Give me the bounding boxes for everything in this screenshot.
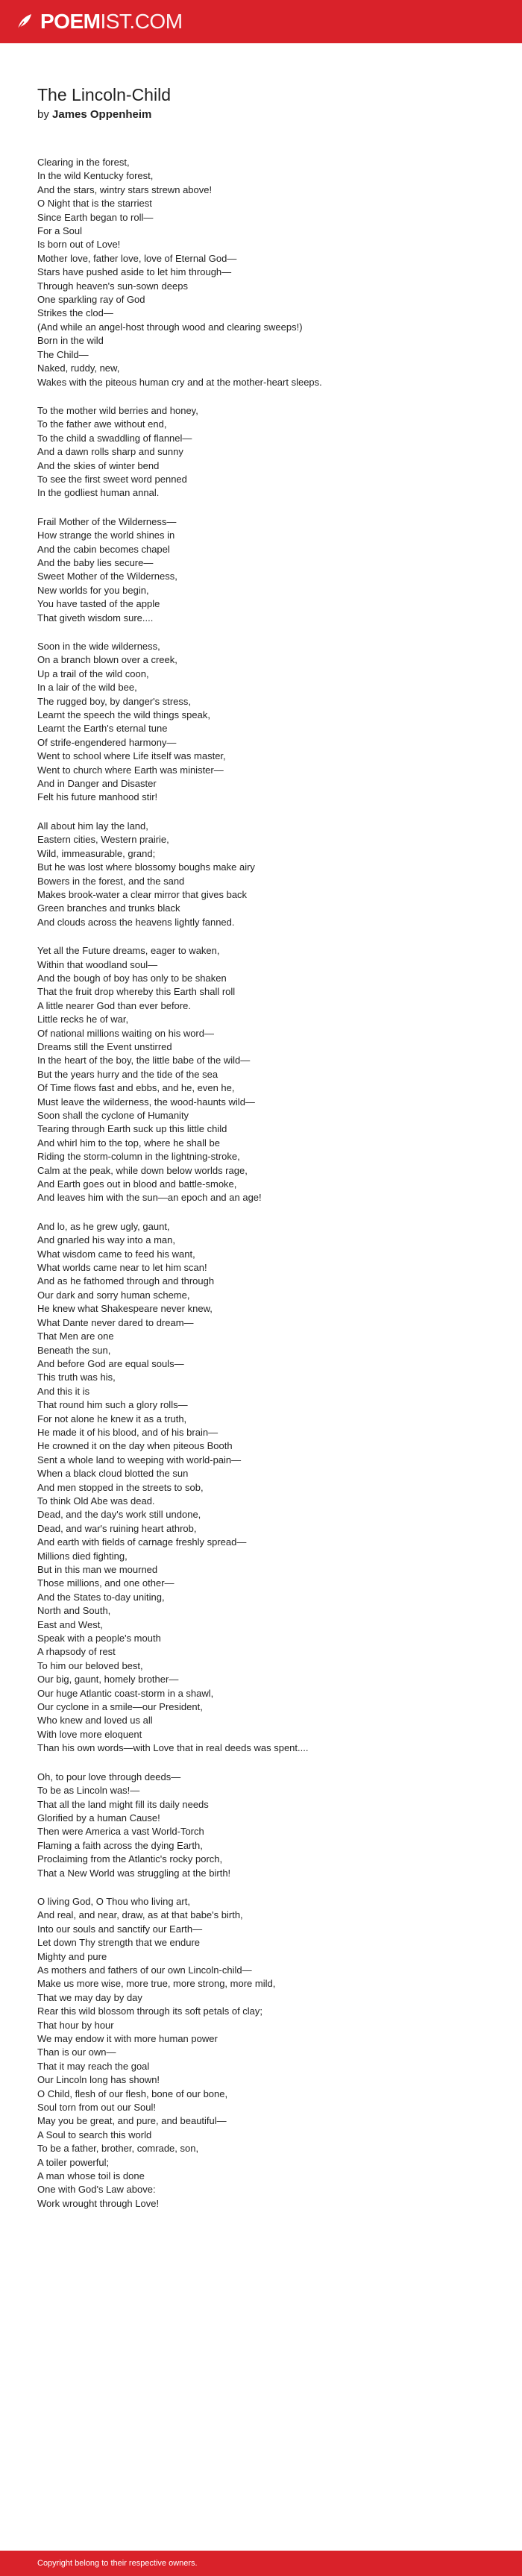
poem-line: How strange the world shines in	[37, 530, 175, 541]
logo-thin-text: IST.COM	[100, 10, 183, 33]
poem-line: A little nearer God than ever before.	[37, 999, 191, 1011]
logo-bold-text: POEM	[40, 10, 101, 33]
poem-line: To the child a swaddling of flannel—	[37, 432, 192, 444]
poem-line: Green branches and trunks black	[37, 902, 180, 914]
poem-line: But in this man we mourned	[37, 1564, 158, 1575]
poem-line: To think Old Abe was dead.	[37, 1495, 155, 1507]
poem-line: All about him lay the land,	[37, 820, 148, 832]
poem-line: Than is our own—	[37, 2046, 116, 2058]
poem-line: Through heaven's sun-sown deeps	[37, 280, 188, 292]
poem-line: And earth with fields of carnage freshly spread—	[37, 1536, 247, 1548]
poem-line: Learnt the Earth's eternal tune	[37, 723, 168, 735]
poem-line: One sparkling ray of God	[37, 294, 145, 306]
poem-line: Calm at the peak, while down below worlds rage,	[37, 1164, 248, 1176]
poem-line: Riding the storm-column in the lightning-stroke,	[37, 1151, 240, 1163]
poem-line: O living God, O Thou who living art,	[37, 1895, 190, 1907]
poem-line: That round him such a glory rolls—	[37, 1399, 188, 1411]
poem-line: But he was lost where blossomy boughs make airy	[37, 861, 255, 873]
byline-prefix: by	[37, 108, 49, 121]
poem-line: O Night that is the starriest	[37, 198, 152, 210]
copyright-notice: Copyright belong to their respective owners.	[37, 2559, 198, 2568]
poem-line: Of Time flows fast and ebbs, and he, even he,	[37, 1082, 235, 1094]
poem-line: This truth was his,	[37, 1372, 116, 1383]
poem-line: Beneath the sun,	[37, 1344, 111, 1356]
poem-line: That the fruit drop whereby this Earth shall roll	[37, 986, 236, 998]
poem-line: And this it is	[37, 1385, 90, 1397]
poem-line: Dead, and the day's work still undone,	[37, 1509, 201, 1521]
poem-line: And before God are equal souls—	[37, 1357, 184, 1369]
poem-line: Makes brook-water a clear mirror that gives back	[37, 888, 248, 900]
poem-line: We may endow it with more human power	[37, 2033, 218, 2044]
poem-line: Soon in the wide wilderness,	[37, 641, 160, 652]
poem-line: Sent a whole land to weeping with world-pain—	[37, 1454, 242, 1466]
poem-line: Work wrought through Love!	[37, 2197, 160, 2209]
poem-line: And a dawn rolls sharp and sunny	[37, 446, 183, 458]
poem-line: Soul torn from out our Soul!	[37, 2102, 156, 2114]
poem-line: And leaves him with the sun—an epoch and an age!	[37, 1192, 262, 1204]
poem-line: And clouds across the heavens lightly fanned.	[37, 916, 235, 928]
poem-line: Wild, immeasurable, grand;	[37, 847, 156, 859]
poem-line: Millions died fighting,	[37, 1550, 128, 1562]
poem-line: With love more eloquent	[37, 1728, 142, 1740]
poem-line: Into our souls and sanctify our Earth—	[37, 1923, 203, 1935]
poem-line: That hour by hour	[37, 2019, 114, 2031]
poem-line: For a Soul	[37, 225, 82, 237]
logo-wordmark	[40, 10, 183, 34]
poem-line: That we may day by day	[37, 1991, 142, 2003]
poem-line: Is born out of Love!	[37, 239, 121, 251]
poem-line: That Men are one	[37, 1331, 114, 1342]
poem-line: Dead, and war's ruining heart athrob,	[37, 1522, 197, 1534]
poem-stanza	[37, 1895, 492, 2211]
poem-line: To see the first sweet word penned	[37, 473, 187, 485]
poem-line: And real, and near, draw, as at that babe's birth,	[37, 1909, 243, 1921]
poem-line: Our Lincoln long has shown!	[37, 2074, 160, 2086]
poem-line: Yet all the Future dreams, eager to waken,	[37, 945, 220, 957]
poem-line: Wakes with the piteous human cry and at the mother-heart sleeps.	[37, 376, 322, 388]
poem-line: A toiler powerful;	[37, 2156, 110, 2168]
poem-line: East and West,	[37, 1618, 103, 1630]
poem-line: Stars have pushed aside to let him through—	[37, 266, 232, 278]
poem-line: Rear this wild blossom through its soft petals of clay;	[37, 2005, 263, 2017]
poem-stanza	[37, 944, 492, 1205]
poem-line: He crowned it on the day when piteous Booth	[37, 1440, 233, 1452]
poem-line: Mother love, father love, love of Eternal God—	[37, 252, 237, 264]
poem-stanza	[37, 156, 492, 389]
site-header	[0, 0, 522, 43]
poem-line: Eastern cities, Western prairie,	[37, 834, 169, 846]
poem-line: To him our beloved best,	[37, 1659, 143, 1671]
poem-stanza	[37, 1220, 492, 1756]
poem-line: For not alone he knew it as a truth,	[37, 1413, 187, 1424]
poem-line: Flaming a faith across the dying Earth,	[37, 1839, 203, 1851]
poem-line: In the wild Kentucky forest,	[37, 170, 154, 182]
poem-line: And as he fathomed through and through	[37, 1275, 215, 1287]
poem-line: Those millions, and one other—	[37, 1577, 174, 1589]
poem-line: Our huge Atlantic coast-storm in a shawl,	[37, 1687, 214, 1699]
poem-line: And Earth goes out in blood and battle-smoke,	[37, 1178, 237, 1190]
poem-line: And whirl him to the top, where he shall be	[37, 1137, 220, 1149]
author-link[interactable]: James Oppenheim	[52, 108, 152, 121]
poem-line: Oh, to pour love through deeds—	[37, 1771, 181, 1782]
poem-line: A rhapsody of rest	[37, 1646, 116, 1658]
poem-line: And the stars, wintry stars strewn above!	[37, 183, 213, 195]
poem-line: Tearing through Earth suck up this little child	[37, 1123, 227, 1135]
poem-line: In the heart of the boy, the little babe of the wild—	[37, 1055, 251, 1066]
poem-line: Mighty and pure	[37, 1950, 107, 1962]
poem-content	[37, 84, 492, 2225]
poem-line: What wisdom came to feed his want,	[37, 1248, 195, 1260]
poem-line: A man whose toil is done	[37, 2170, 145, 2182]
poem-line: You have tasted of the apple	[37, 598, 160, 610]
poem-line: Soon shall the cyclone of Humanity	[37, 1110, 189, 1121]
poem-line: Little recks he of war,	[37, 1014, 129, 1025]
poem-line: Bowers in the forest, and the sand	[37, 875, 185, 887]
poem-line: Than his own words—with Love that in real deeds was spent....	[37, 1742, 309, 1754]
poem-stanza	[37, 1771, 492, 1880]
poem-line: Strikes the clod—	[37, 307, 113, 319]
poem-line: To the father awe without end,	[37, 418, 167, 430]
poem-line: Proclaiming from the Atlantic's rocky porch,	[37, 1853, 223, 1865]
poem-line: He made it of his blood, and of his brain—	[37, 1426, 218, 1438]
poem-line: That a New World was struggling at the birth!	[37, 1867, 231, 1879]
poem-line: Of strife-engendered harmony—	[37, 736, 177, 748]
poem-line: (And while an angel-host through wood and clearing sweeps!)	[37, 321, 303, 333]
poem-line: Make us more wise, more true, more strong, more mild,	[37, 1978, 276, 1990]
poem-line: Born in the wild	[37, 335, 104, 347]
poem-line: Up a trail of the wild coon,	[37, 667, 149, 679]
poem-line: Went to church where Earth was minister—	[37, 764, 224, 776]
poem-line: Glorified by a human Cause!	[37, 1812, 160, 1823]
poem-stanza	[37, 640, 492, 805]
poem-stanza	[37, 404, 492, 500]
poem-line: And the States to-day uniting,	[37, 1591, 165, 1603]
poem-line: He knew what Shakespeare never knew,	[37, 1303, 213, 1315]
poem-line: And men stopped in the streets to sob,	[37, 1481, 204, 1493]
poem-line: New worlds for you begin,	[37, 584, 149, 596]
poem-line: A Soul to search this world	[37, 2129, 152, 2140]
poem-title: The Lincoln-Child	[37, 85, 171, 104]
poem-line: Our big, gaunt, homely brother—	[37, 1674, 179, 1686]
poem-line: Then were America a vast World-Torch	[37, 1826, 204, 1838]
poem-line: And gnarled his way into a man,	[37, 1234, 175, 1246]
poem-line: Of national millions waiting on his word—	[37, 1027, 214, 1039]
poem-line: Clearing in the forest,	[37, 157, 130, 168]
poem-line: In a lair of the wild bee,	[37, 682, 137, 694]
poem-stanza	[37, 820, 492, 929]
poem-line: May you be great, and pure, and beautiful—	[37, 2115, 227, 2127]
poem-line: Frail Mother of the Wilderness—	[37, 515, 177, 527]
poem-line: And the baby lies secure—	[37, 556, 154, 568]
poem-stanza	[37, 515, 492, 625]
poem-line: Speak with a people's mouth	[37, 1633, 161, 1644]
poem-line: And the bough of boy has only to be shaken	[37, 972, 227, 984]
poem-line: The Child—	[37, 348, 89, 360]
poemist-quill-icon	[15, 12, 34, 31]
poem-line: Our dark and sorry human scheme,	[37, 1289, 190, 1301]
poem-body	[37, 156, 492, 2211]
poem-line: And the skies of winter bend	[37, 459, 160, 471]
poem-line: North and South,	[37, 1605, 111, 1617]
poem-line: That it may reach the goal	[37, 2060, 150, 2072]
poem-line: Learnt the speech the wild things speak,	[37, 709, 210, 721]
poem-line: Dreams still the Event unstirred	[37, 1040, 172, 1052]
poem-line: Since Earth began to roll—	[37, 211, 154, 223]
poem-line: And lo, as he grew ugly, gaunt,	[37, 1220, 170, 1232]
poem-line: Within that woodland soul—	[37, 958, 158, 970]
poem-line: Naked, ruddy, new,	[37, 362, 120, 374]
poem-line: And the cabin becomes chapel	[37, 543, 170, 555]
poem-line: But the years hurry and the tide of the sea	[37, 1068, 218, 1080]
poem-line: What worlds came near to let him scan!	[37, 1262, 207, 1274]
poem-line: Let down Thy strength that we endure	[37, 1937, 201, 1949]
poem-byline	[37, 107, 492, 122]
poem-line: One with God's Law above:	[37, 2184, 156, 2196]
poem-line: Must leave the wilderness, the wood-haunts wild—	[37, 1096, 255, 1108]
poem-line: To be a father, brother, comrade, son,	[37, 2143, 199, 2155]
poem-line: To the mother wild berries and honey,	[37, 404, 198, 416]
site-footer	[0, 2551, 522, 2576]
poem-line: Our cyclone in a smile—our President,	[37, 1701, 203, 1713]
poem-line: Who knew and loved us all	[37, 1715, 153, 1727]
poem-line: On a branch blown over a creek,	[37, 654, 177, 666]
poem-line: That all the land might fill its daily needs	[37, 1798, 209, 1810]
poem-line: O Child, flesh of our flesh, bone of our bone,	[37, 2087, 228, 2099]
poem-line: And in Danger and Disaster	[37, 778, 157, 790]
poem-line: As mothers and fathers of our own Lincoln-child—	[37, 1964, 252, 1976]
poem-line: Felt his future manhood stir!	[37, 791, 158, 803]
poem-line: In the godliest human annal.	[37, 487, 160, 499]
poem-line: To be as Lincoln was!—	[37, 1785, 140, 1797]
poem-line: Sweet Mother of the Wilderness,	[37, 571, 177, 582]
poem-line: When a black cloud blotted the sun	[37, 1468, 189, 1480]
poem-line: The rugged boy, by danger's stress,	[37, 695, 192, 707]
poem-line: That giveth wisdom sure....	[37, 612, 154, 623]
poem-line: Went to school where Life itself was master,	[37, 750, 226, 762]
site-logo-link[interactable]	[15, 10, 183, 34]
poem-line: What Dante never dared to dream—	[37, 1316, 194, 1328]
